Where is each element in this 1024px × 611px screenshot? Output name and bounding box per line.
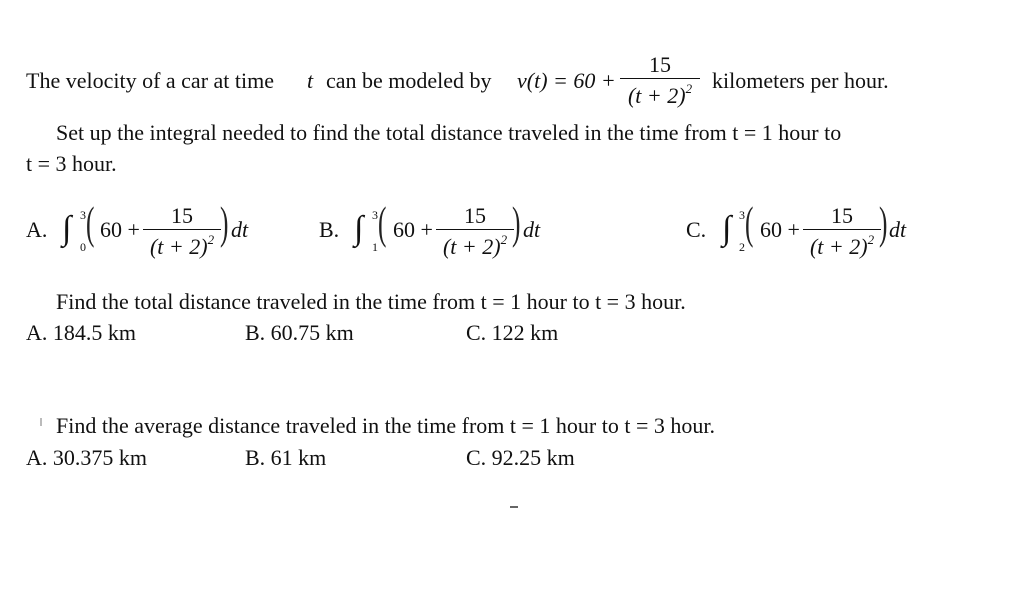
q2-option-a[interactable]: A. 184.5 km bbox=[26, 320, 136, 345]
intro-frac-exp: 2 bbox=[685, 81, 693, 97]
q3-option-c[interactable]: C. 92.25 km bbox=[466, 445, 575, 470]
upper-limit: 3 bbox=[372, 208, 378, 222]
integrand-fraction bbox=[803, 204, 881, 258]
right-paren-icon: ) bbox=[879, 197, 888, 248]
dt-label: dt bbox=[523, 217, 541, 242]
fraction-bar bbox=[436, 229, 514, 230]
intro-frac-den-wrap bbox=[620, 82, 700, 107]
intro-text-can: can be modeled by bbox=[326, 68, 492, 93]
dt-label: dt bbox=[231, 217, 249, 242]
integrand-body: 60 + bbox=[760, 217, 800, 242]
right-paren-icon: ) bbox=[220, 197, 229, 248]
frac-den: (t + 2) bbox=[442, 234, 501, 260]
frac-num: 15 bbox=[831, 203, 853, 228]
frac-den-wrap bbox=[143, 233, 221, 258]
left-paren-icon: ( bbox=[378, 197, 387, 248]
integral-sign-icon: ∫ bbox=[722, 210, 732, 247]
upper-limit: 3 bbox=[80, 208, 86, 222]
stray-dash bbox=[510, 506, 518, 508]
frac-num: 15 bbox=[171, 203, 193, 228]
integrand-body: 60 + bbox=[100, 217, 140, 242]
right-paren-icon: ) bbox=[512, 197, 521, 248]
intro-text-before: The velocity of a car at time bbox=[26, 68, 274, 93]
intro-frac-den: (t + 2) bbox=[627, 83, 686, 109]
frac-exp: 2 bbox=[207, 232, 215, 248]
frac-exp: 2 bbox=[500, 232, 508, 248]
integral-sign-icon: ∫ bbox=[62, 210, 72, 247]
frac-den: (t + 2) bbox=[149, 234, 208, 260]
integrand-fraction bbox=[436, 204, 514, 258]
intro-text-after: kilometers per hour. bbox=[712, 68, 889, 93]
intro-var-t: t bbox=[307, 68, 314, 93]
left-paren-icon: ( bbox=[745, 197, 754, 248]
option-letter: B. bbox=[319, 217, 340, 242]
q3-option-b[interactable]: B. 61 km bbox=[245, 445, 327, 470]
q1-prompt-line2: t = 3 hour. bbox=[26, 151, 117, 176]
fraction-bar bbox=[143, 229, 221, 230]
frac-den-wrap bbox=[803, 233, 881, 258]
frac-den: (t + 2) bbox=[809, 234, 868, 260]
frac-den-wrap bbox=[436, 233, 514, 258]
intro-velocity-lhs: v(t) = 60 + bbox=[517, 68, 616, 93]
lower-limit: 1 bbox=[372, 240, 378, 254]
option-letter: C. bbox=[686, 217, 707, 242]
stray-mark bbox=[40, 418, 42, 426]
q2-option-b[interactable]: B. 60.75 km bbox=[245, 320, 354, 345]
option-letter: A. bbox=[26, 217, 48, 242]
fraction-bar bbox=[803, 229, 881, 230]
frac-exp: 2 bbox=[867, 232, 875, 248]
left-paren-icon: ( bbox=[86, 197, 95, 248]
integrand-body: 60 + bbox=[393, 217, 433, 242]
integrand-fraction bbox=[143, 204, 221, 258]
dt-label: dt bbox=[889, 217, 907, 242]
lower-limit: 2 bbox=[739, 240, 745, 254]
intro-frac-num: 15 bbox=[649, 52, 671, 77]
integral-sign-icon: ∫ bbox=[354, 210, 364, 247]
q2-option-c[interactable]: C. 122 km bbox=[466, 320, 559, 345]
intro-fraction bbox=[620, 53, 700, 107]
upper-limit: 3 bbox=[739, 208, 745, 222]
q3-prompt: Find the average distance traveled in the time from t = 1 hour to t = 3 hour. bbox=[56, 413, 715, 438]
lower-limit: 0 bbox=[80, 240, 86, 254]
q2-prompt: Find the total distance traveled in the time from t = 1 hour to t = 3 hour. bbox=[56, 289, 686, 314]
q1-prompt-line1: Set up the integral needed to find the total distance traveled in the time from t = 1 hour to bbox=[56, 120, 842, 145]
q3-option-a[interactable]: A. 30.375 km bbox=[26, 445, 147, 470]
fraction-bar bbox=[620, 78, 700, 79]
frac-num: 15 bbox=[464, 203, 486, 228]
